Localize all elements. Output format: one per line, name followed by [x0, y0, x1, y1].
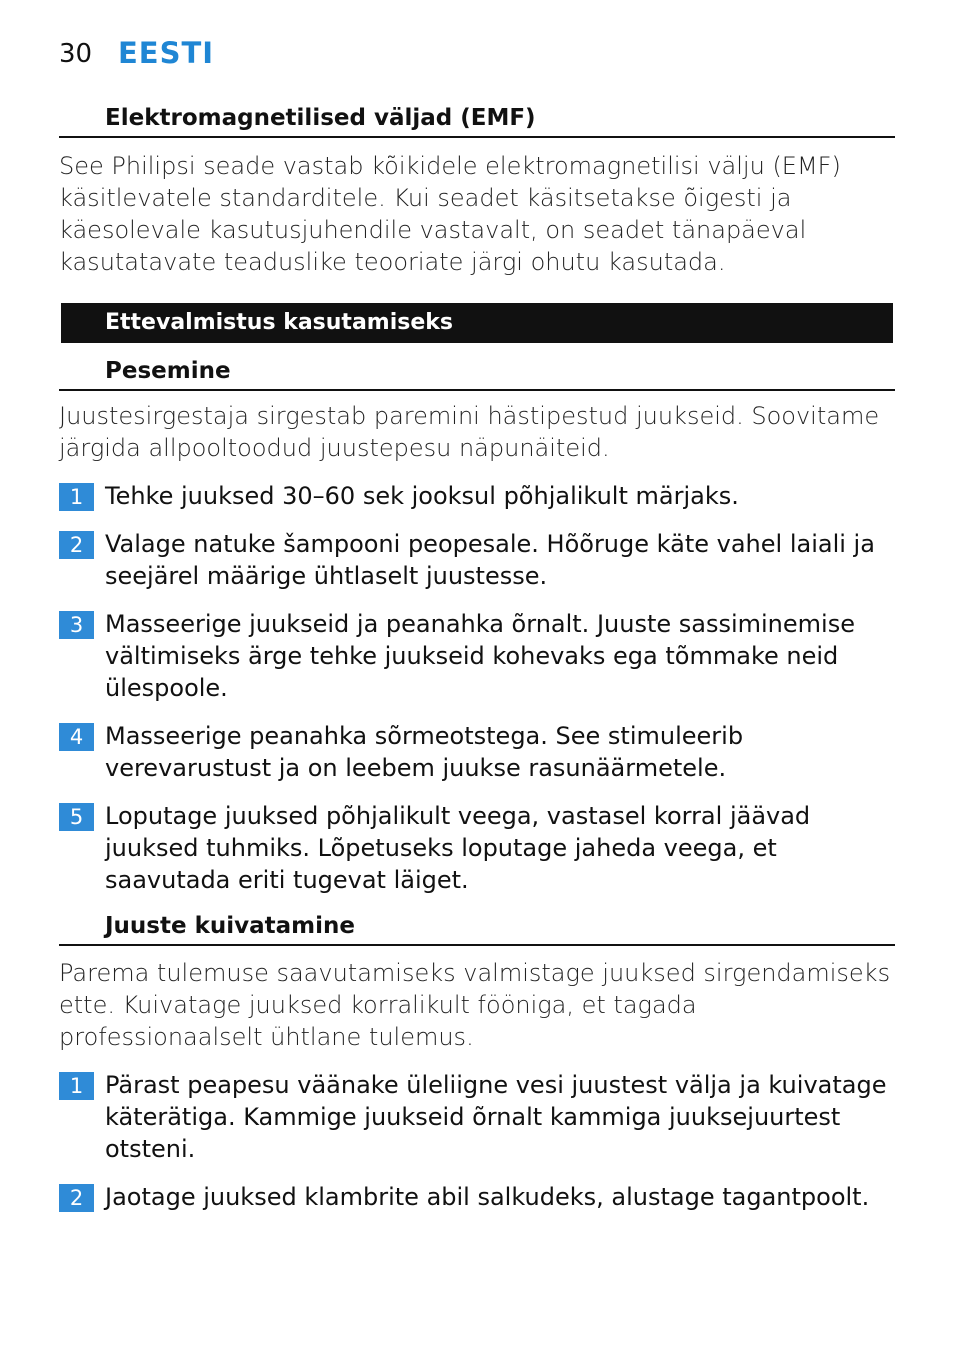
washing-heading: Pesemine [59, 353, 895, 391]
list-item [59, 1069, 895, 1165]
step-text: Tehke juuksed 30–60 sek jooksul põhjalikult märjaks. [105, 482, 739, 510]
emf-paragraph: See Philipsi seade vastab kõikidele elektromagnetilisi välju (EMF) käsitlevatele standarditele. Kui seadet käsitsetakse õigesti ja käesolevale kasutusjuhendile vastavalt, on seadet tänapäeval kasutatavate teaduslike teooriate järgi ohutu kasutada. [59, 152, 841, 276]
emf-heading: Elektromagnetilised väljad (EMF) [59, 100, 895, 138]
step-number-badge: 3 [59, 611, 94, 639]
drying-steps [59, 1069, 895, 1213]
list-item [59, 480, 895, 512]
step-number-badge: 2 [59, 1184, 94, 1212]
list-item [59, 1181, 895, 1213]
step-number-badge: 1 [59, 1072, 94, 1100]
prep-banner: Ettevalmistus kasutamiseks [61, 303, 893, 343]
step-text: Valage natuke šampooni peopesale. Hõõruge käte vahel laiali ja seejärel määrige ühtlaselt juustesse. [105, 530, 875, 590]
step-number-badge: 2 [59, 531, 94, 559]
language-title: EESTI [118, 36, 215, 70]
step-number-badge: 5 [59, 803, 94, 831]
list-item [59, 800, 895, 896]
page-content [59, 100, 895, 1213]
list-item [59, 720, 895, 784]
washing-intro: Juustesirgestaja sirgestab paremini hästipestud juukseid. Soovitame järgida allpooltoodud juustepesu näpunäiteid. [59, 402, 880, 462]
step-text: Masseerige peanahka sõrmeotstega. See stimuleerib verevarustust ja on leebem juukse rasunäärmetele. [105, 722, 744, 782]
step-number-badge: 1 [59, 483, 94, 511]
step-number-badge: 4 [59, 723, 94, 751]
washing-steps [59, 480, 895, 896]
list-item [59, 608, 895, 704]
drying-intro: Parema tulemuse saavutamiseks valmistage juuksed sirgendamiseks ette. Kuivatage juuksed korralikult fööniga, et tagada professionaalselt ühtlane tulemus. [59, 959, 891, 1051]
step-text: Pärast peapesu väänake üleliigne vesi juustest välja ja kuivatage käterätiga. Kammige juukseid õrnalt kammiga juuksejuurtest otsteni. [105, 1071, 887, 1163]
step-text: Masseerige juukseid ja peanahka õrnalt. Juuste sassiminemise vältimiseks ärge tehke juukseid kohevaks ega tõmmake neid ülespoole. [105, 610, 855, 702]
list-item [59, 528, 895, 592]
drying-heading: Juuste kuivatamine [59, 908, 895, 946]
page-number: 30 [59, 39, 93, 69]
step-text: Jaotage juuksed klambrite abil salkudeks, alustage tagantpoolt. [105, 1183, 870, 1211]
step-text: Loputage juuksed põhjalikult veega, vastasel korral jäävad juuksed tuhmiks. Lõpetuseks loputage jaheda veega, et saavutada eriti tugevat läiget. [105, 802, 811, 894]
